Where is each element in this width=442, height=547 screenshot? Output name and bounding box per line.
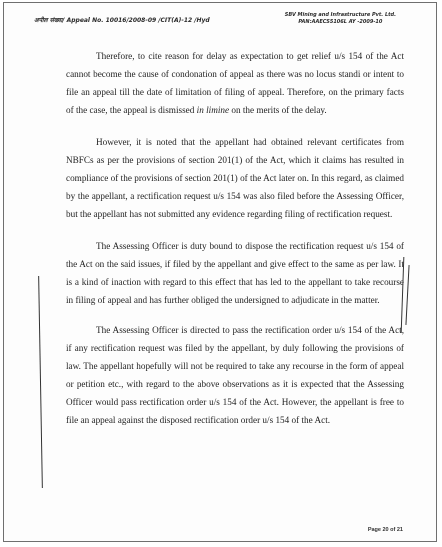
page-number: Page 20 of 21 <box>367 527 403 533</box>
document-body <box>66 47 404 429</box>
margin-mark-left <box>38 276 43 488</box>
assessee-pan: PAN:AAECS5106L AY -2009-10 <box>298 19 383 25</box>
assessee-header <box>285 12 396 26</box>
paragraph-delay-reason: Therefore, to cite reason for delay as expectation to get relief u/s 154 of the Act cannot become the cause of condonation of appeal as there was no locus standi or intent to file an appeal till the date of limitation of filing of appeal. Therefore, on the primary facts of the case, the appeal is dismissed in limine on the merits of the delay. <box>66 51 404 115</box>
appeal-number-header: अपील संख्या/ Appeal No. 10016/2008-09 /CIT(A)-12 /Hyd <box>34 17 210 24</box>
paragraph-certificates: However, it is noted that the appellant had obtained relevant certificates from NBFCs as per the provisions of section 201(1) of the Act, which it claims has resulted in compliance of the provisions of section 201(1) of the Act later on. In this regard, as claimed by the appellant, a rectification request u/s 154 was also filed before the Assessing Officer, but the appellant has not submitted any evidence regarding filing of rectification request. <box>66 137 404 219</box>
paragraph-ao-duty: The Assessing Officer is duty bound to dispose the rectification request u/s 154 of the Act on the said issues, if filed by the appellant and give effect to the same as per law. It is a kind of inaction with regard to this effect that has led to the appellant to take recourse in filing of appeal and has further obliged the undersigned to adjudicate in the matter. <box>66 241 404 305</box>
margin-mark-right-inner <box>405 265 409 325</box>
latin-term: in limine <box>196 105 230 115</box>
document-page <box>3 2 437 542</box>
paragraph-ao-directed: The Assessing Officer is directed to pass the rectification order u/s 154 of the Act, if any rectification request was filed by the appellant, by duly following the provisions of law. The appellant hopefully will not be required to take any recourse in the form of appeal or petition etc., with regard to the above observations as it is expected that the Assessing Officer would pass rectification order u/s 154 of the Act. However, the appellant is free to file an appeal against the disposed rectification order u/s 154 of the Act. <box>66 325 404 425</box>
assessee-name: SBV Mining and Infrastructure Pvt. Ltd. <box>284 12 396 18</box>
